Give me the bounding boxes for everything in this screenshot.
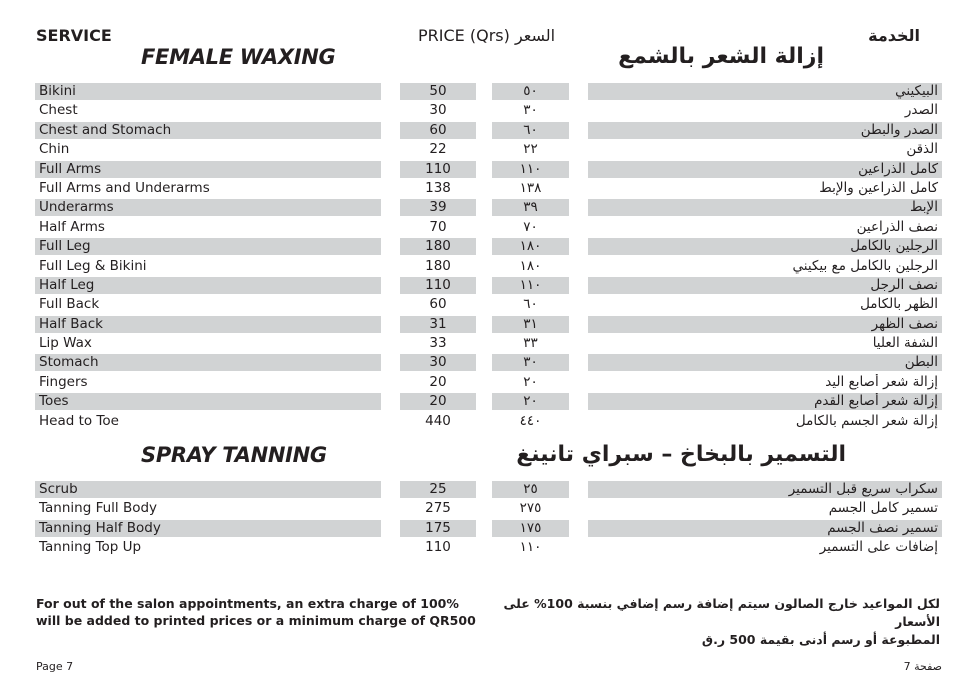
tanning-service-name-ar: سكراب سريع قبل التسمير bbox=[588, 481, 942, 498]
tanning-title-ar: التسمير بالبخاخ – سبراي تانينغ bbox=[516, 442, 846, 467]
waxing-price: 20 bbox=[400, 393, 476, 410]
page-number-ar: صفحة 7 bbox=[903, 660, 942, 673]
waxing-service-name: Full Arms bbox=[35, 161, 381, 178]
tanning-price-ar: ١١٠ bbox=[492, 539, 569, 556]
waxing-service-name: Stomach bbox=[35, 354, 381, 371]
waxing-service-name: Fingers bbox=[35, 374, 381, 391]
waxing-price-ar: ٥٠ bbox=[492, 83, 569, 100]
waxing-title: FEMALE WAXING bbox=[141, 45, 336, 69]
waxing-service-name-ar: الإبط bbox=[588, 199, 942, 216]
waxing-service-name: Bikini bbox=[35, 83, 381, 100]
tanning-service-column bbox=[35, 481, 381, 559]
waxing-price-ar: ٦٠ bbox=[492, 122, 569, 139]
tanning-price: 175 bbox=[400, 520, 476, 537]
waxing-service-name: Underarms bbox=[35, 199, 381, 216]
waxing-price-ar: ٣٠ bbox=[492, 354, 569, 371]
waxing-price-ar: ٣٠ bbox=[492, 102, 569, 119]
tanning-price-ar: ٢٥ bbox=[492, 481, 569, 498]
waxing-price-ar: ١٣٨ bbox=[492, 180, 569, 197]
tanning-price: 25 bbox=[400, 481, 476, 498]
waxing-service-name-ar: البيكيني bbox=[588, 83, 942, 100]
waxing-price-ar: ٣٣ bbox=[492, 335, 569, 352]
waxing-price-ar: ١١٠ bbox=[492, 161, 569, 178]
waxing-service-name-ar: كامل الذراعين bbox=[588, 161, 942, 178]
waxing-service-name: Half Leg bbox=[35, 277, 381, 294]
waxing-service-name-ar: البطن bbox=[588, 354, 942, 371]
extra-charge-note-ar-line2: المطبوعة أو رسم أدنى بقيمة 500 ر.ق bbox=[701, 632, 940, 647]
waxing-service-name: Head to Toe bbox=[35, 413, 381, 430]
waxing-service-ar-column bbox=[588, 83, 942, 432]
waxing-price: 39 bbox=[400, 199, 476, 216]
waxing-price: 33 bbox=[400, 335, 476, 352]
tanning-service-name: Tanning Full Body bbox=[35, 500, 381, 517]
waxing-price: 440 bbox=[400, 413, 476, 430]
waxing-price-ar: ١٨٠ bbox=[492, 258, 569, 275]
waxing-price-ar: ٣١ bbox=[492, 316, 569, 333]
extra-charge-note-ar bbox=[500, 595, 940, 649]
tanning-service-name-ar: تسمير كامل الجسم bbox=[588, 500, 942, 517]
waxing-service-name-ar: نصف الذراعين bbox=[588, 219, 942, 236]
waxing-service-name-ar: الشفة العليا bbox=[588, 335, 942, 352]
waxing-price-ar: ١١٠ bbox=[492, 277, 569, 294]
waxing-price-ar-column bbox=[492, 83, 569, 432]
waxing-service-name: Full Leg & Bikini bbox=[35, 258, 381, 275]
waxing-price: 138 bbox=[400, 180, 476, 197]
tanning-price: 110 bbox=[400, 539, 476, 556]
waxing-price: 110 bbox=[400, 277, 476, 294]
waxing-service-name-ar: الرجلين بالكامل مع بيكيني bbox=[588, 258, 942, 275]
waxing-service-name: Full Arms and Underarms bbox=[35, 180, 381, 197]
waxing-service-name: Chest bbox=[35, 102, 381, 119]
tanning-service-name-ar: إضافات على التسمير bbox=[588, 539, 942, 556]
waxing-service-name-ar: كامل الذراعين والإبط bbox=[588, 180, 942, 197]
waxing-service-name: Chin bbox=[35, 141, 381, 158]
waxing-service-name-ar: الرجلين بالكامل bbox=[588, 238, 942, 255]
tanning-price-ar: ٢٧٥ bbox=[492, 500, 569, 517]
waxing-service-name-ar: الذقن bbox=[588, 141, 942, 158]
waxing-price-ar: ٧٠ bbox=[492, 219, 569, 236]
waxing-service-name: Half Arms bbox=[35, 219, 381, 236]
extra-charge-note-ar-line1: لكل المواعيد خارج الصالون سيتم إضافة رسم إضافي بنسبة 100% على الأسعار bbox=[503, 596, 940, 629]
tanning-price-ar: ١٧٥ bbox=[492, 520, 569, 537]
waxing-price: 30 bbox=[400, 354, 476, 371]
waxing-price: 180 bbox=[400, 258, 476, 275]
waxing-title-ar: إزالة الشعر بالشمع bbox=[618, 44, 824, 69]
waxing-price: 180 bbox=[400, 238, 476, 255]
waxing-price: 50 bbox=[400, 83, 476, 100]
price-header-label: PRICE (Qrs) السعر bbox=[418, 26, 556, 45]
waxing-service-name: Toes bbox=[35, 393, 381, 410]
waxing-price: 110 bbox=[400, 161, 476, 178]
waxing-service-column bbox=[35, 83, 381, 432]
tanning-service-ar-column bbox=[588, 481, 942, 559]
extra-charge-note: For out of the salon appointments, an extra charge of 100% will be added to printed prices or a minimum charge of QR500 bbox=[36, 596, 476, 628]
waxing-price-ar: ٢٠ bbox=[492, 374, 569, 391]
waxing-price: 30 bbox=[400, 102, 476, 119]
waxing-price-ar: ٢٢ bbox=[492, 141, 569, 158]
waxing-price-ar: ٤٤٠ bbox=[492, 413, 569, 430]
waxing-price: 60 bbox=[400, 122, 476, 139]
waxing-price: 31 bbox=[400, 316, 476, 333]
service-header: SERVICE bbox=[36, 26, 112, 45]
tanning-service-name: Tanning Top Up bbox=[35, 539, 381, 556]
waxing-service-name: Half Back bbox=[35, 316, 381, 333]
waxing-service-name-ar: الصدر والبطن bbox=[588, 122, 942, 139]
waxing-service-name-ar: إزالة شعر أصابع اليد bbox=[588, 374, 942, 391]
waxing-service-name: Full Leg bbox=[35, 238, 381, 255]
waxing-price: 60 bbox=[400, 296, 476, 313]
price-header bbox=[418, 26, 555, 45]
waxing-price-ar: ٦٠ bbox=[492, 296, 569, 313]
waxing-service-name: Full Back bbox=[35, 296, 381, 313]
tanning-service-name: Scrub bbox=[35, 481, 381, 498]
waxing-price-column bbox=[400, 83, 476, 432]
waxing-price: 20 bbox=[400, 374, 476, 391]
tanning-price: 275 bbox=[400, 500, 476, 517]
waxing-service-name-ar: الصدر bbox=[588, 102, 942, 119]
tanning-price-ar-column bbox=[492, 481, 569, 559]
service-header-ar: الخدمة bbox=[868, 26, 920, 45]
waxing-service-name-ar: إزالة شعر أصابع القدم bbox=[588, 393, 942, 410]
waxing-price-ar: ٣٩ bbox=[492, 199, 569, 216]
waxing-price-ar: ٢٠ bbox=[492, 393, 569, 410]
waxing-service-name-ar: الظهر بالكامل bbox=[588, 296, 942, 313]
waxing-service-name-ar: نصف الرجل bbox=[588, 277, 942, 294]
waxing-service-name: Lip Wax bbox=[35, 335, 381, 352]
waxing-service-name: Chest and Stomach bbox=[35, 122, 381, 139]
tanning-service-name-ar: تسمير نصف الجسم bbox=[588, 520, 942, 537]
waxing-price-ar: ١٨٠ bbox=[492, 238, 569, 255]
waxing-service-name-ar: نصف الظهر bbox=[588, 316, 942, 333]
tanning-service-name: Tanning Half Body bbox=[35, 520, 381, 537]
page-number: Page 7 bbox=[36, 660, 74, 673]
waxing-price: 22 bbox=[400, 141, 476, 158]
tanning-title: SPRAY TANNING bbox=[141, 443, 327, 467]
waxing-price: 70 bbox=[400, 219, 476, 236]
tanning-price-column bbox=[400, 481, 476, 559]
waxing-service-name-ar: إزالة شعر الجسم بالكامل bbox=[588, 413, 942, 430]
